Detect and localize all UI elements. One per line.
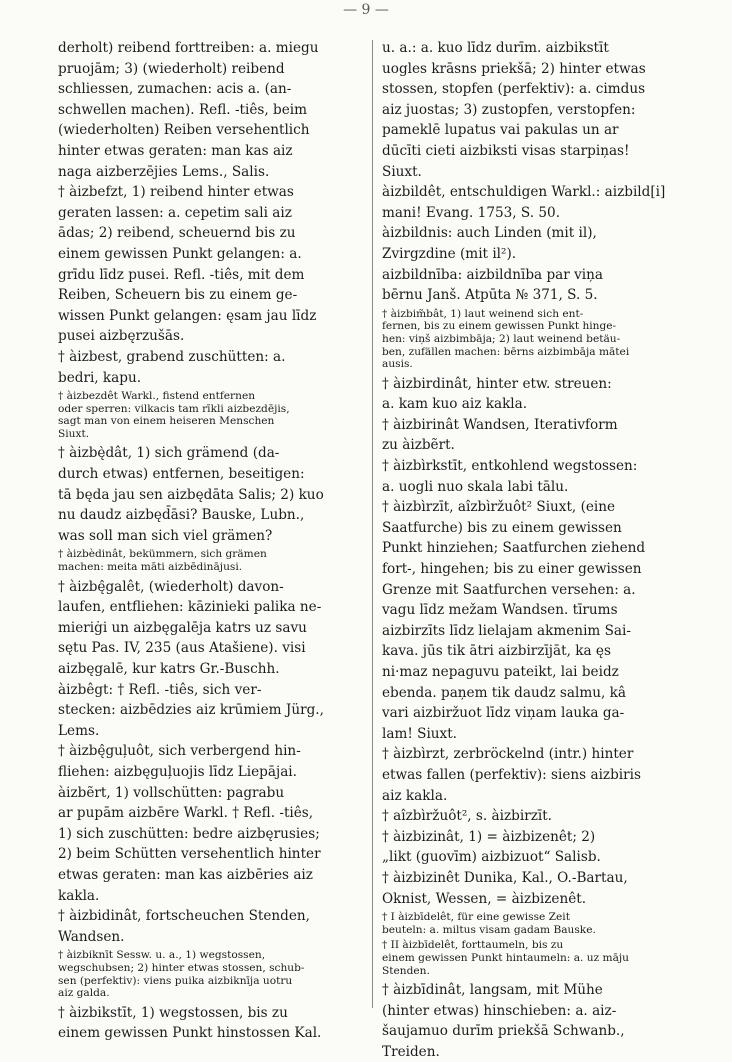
dictionary-entry: aizbildnība: aizbildnība par viņa bērnu Janš. Atpūta № 371, S. 5. — [382, 266, 603, 304]
dictionary-entry: † àizbìrzt, zerbröckelnd (intr.) hinter etwas fallen (perfektiv): siens aizbiris aiz kakla. — [382, 746, 641, 804]
dictionary-entry: † aîzbìržuôt², s. àizbirzīt. — [382, 808, 553, 825]
dictionary-entry: † àizbizinêt Dunika, Kal., O.-Bartau, Oknist, Wessen, = àizbizenêt. — [382, 869, 628, 907]
dictionary-entry: † àizbidinât, fortscheuchen Stenden, Wandsen. — [58, 908, 311, 945]
dictionary-entry: † I àizbīdelêt, für eine gewisse Zeit beuteln: a. miltus visam gadam Bauske. — [382, 911, 596, 936]
right-column — [382, 38, 690, 1062]
dictionary-entry: † àizbezdêt Warkl., fistend entfernen oder sperren: vilkacis tam rīkli aizbezdējis, sagt man von einem heiseren Menschen Siuxt. — [58, 390, 290, 440]
dictionary-entry: † àizbim̃bât, 1) laut weinend sich ent- fernen, bis zu einem gewissen Punkt hinge- hen: viņš aizbimbāja; 2) laut weinend betäu- ben, zufällen machen: bērns aizbimbāja mātei ausis. — [382, 307, 630, 371]
dictionary-entry: † àizbìrkstīt, entkohlend wegstossen: a. uogli nuo skala labi tālu. — [382, 458, 638, 495]
dictionary-entry: † II àizbīdelêt, forttaumeln, bis zu einem gewissen Punkt hintaumeln: a. uz māju Stenden. — [382, 939, 630, 977]
dictionary-entry: † àizbirdinât, hinter etw. streuen: a. kam kuo aiz kakla. — [382, 375, 612, 413]
left-column — [58, 38, 362, 1044]
dictionary-entry: † àizbę̀dât, 1) sich grämend (da- durch etwas) entfernen, beseitigen: tā będa jau sen aizbędāta Salis; 2) kuo nu daudz aizbęd̄āsi? Bauske, Lubn., was soll man sich viel grämen? — [58, 445, 324, 544]
dictionary-entry: † àizbę̂galêt, (wiederholt) davon- laufen, entfliehen: kāzinieki palika ne- mieriġi un aizbęgalēja katrs uz savu sętu Pas. IV, 235 (aus Atašiene). visi aizbęgalē, kur katrs Gr.-Buschh. — [58, 578, 322, 677]
dictionary-entry: † àizbirinât Wandsen, Iterativform zu àizbẽrt. — [382, 416, 618, 454]
dictionary-entry: derholt) reibend forttreiben: a. miegu pruojām; 3) (wiederholt) reibend schliessen, zumachen: acis a. (an- schwellen machen). Refl. -tiês, beim (wiederholten) Reiben versehentlich hinter etwas geraten: man kas aiz naga aizberzējies Lems., Salis. — [58, 40, 319, 180]
dictionary-entry: àizbêgt: † Refl. -tiês, sich ver- stecken: aizbēdzies aiz krūmiem Jürg., Lems. — [58, 681, 324, 739]
dictionary-entry: † àizbìrzīt, aîzbìržuôt² Siuxt, (eine Saatfurche) bis zu einem gewissen Punkt hinziehen; Saatfurchen ziehend fort-, hingehen; bis zu einer gewissen Grenze mit Saatfurchen versehen: a. vagu līdz mežam Wandsen. tīrums aizbirzīts līdz lielajam akmenim Sai- kava. jūs tik ātri aizbirzījāt, ka ęs ni·maz nepaguvu pateikt, lai beidz ebenda. paņem tik daudz salmu, kâ vari aizbiržuot līdz viņam lauka ga- lam! Siuxt. — [382, 499, 646, 742]
dictionary-entry: àizbẽrt, 1) vollschütten: pagrabu ar pupām aizbēre Warkl. † Refl. -tiês, 1) sich zuschütten: bedre aizbęrusies; 2) beim Schütten versehentlich hinter etwas geraten: man kas aizbēries aiz kakla. — [58, 784, 321, 904]
dictionary-entry: † àizbikstīt, 1) wegstossen, bis zu einem gewissen Punkt hinstossen Kal. — [58, 1004, 322, 1042]
dictionary-entry: † àizbèdinât, bekümmern, sich grämen machen: meita māti aizbēdinājusi. — [58, 548, 267, 574]
dictionary-entry: † àizbiknīt Sessw. u. a., 1) wegstossen, wegschubsen; 2) hinter etwas stossen, schub- sen (perfektiv): viens puika aizbiknīja uotru aiz galda. — [58, 949, 305, 1000]
dictionary-entry: † àizbīdinât, langsam, mit Mühe (hinter etwas) hinschieben: a. aiz- šaujamuo durīm priekšā Schwanb., Treiden. — [382, 982, 625, 1060]
dictionary-entry: † àizbefzt, 1) reibend hinter etwas geraten lassen: a. cepetim sali aiz ādas; 2) reibend, scheuernd bis zu einem gewissen Punkt gelangen: a. grīdu līdz pusei. Refl. -tiês, mit dem Reiben, Scheuern bis zu einem ge- wissen Punkt gelangen: ęsam jau līdz pusei aizbęrzušās. — [58, 184, 317, 345]
page-number: — 9 — — [343, 2, 389, 18]
dictionary-entry: † àizbizinât, 1) = àizbizenêt; 2) „likt (guovīm) aizbizuot“ Salisb. — [382, 828, 601, 866]
dictionary-entry: † àizbę̂guļuôt, sich verbergend hin- fliehen: aizbęguļuojis līdz Liepājai. — [58, 743, 301, 780]
dictionary-entry: àizbildnis: auch Linden (mit il), Zvirgzdine (mit il²). — [382, 225, 597, 262]
dictionary-entry: † àizbest, grabend zuschütten: a. bedri, kapu. — [58, 348, 286, 386]
column-divider — [372, 40, 373, 1008]
dictionary-entry: àizbildêt, entschuldigen Warkl.: aizbild[i] mani! Evang. 1753, S. 50. — [382, 184, 666, 221]
dictionary-entry: u. a.: a. kuo līdz durīm. aizbikstīt uogles krāsns priekšā; 2) hinter etwas stossen, stopfen (perfektiv): a. cimdus aiz juostas; 3) zustopfen, verstopfen: pamеklē lupatus vai pakulas un ar dūcīti cieti aizbiksti visas starpiņas! Siuxt. — [382, 40, 646, 180]
